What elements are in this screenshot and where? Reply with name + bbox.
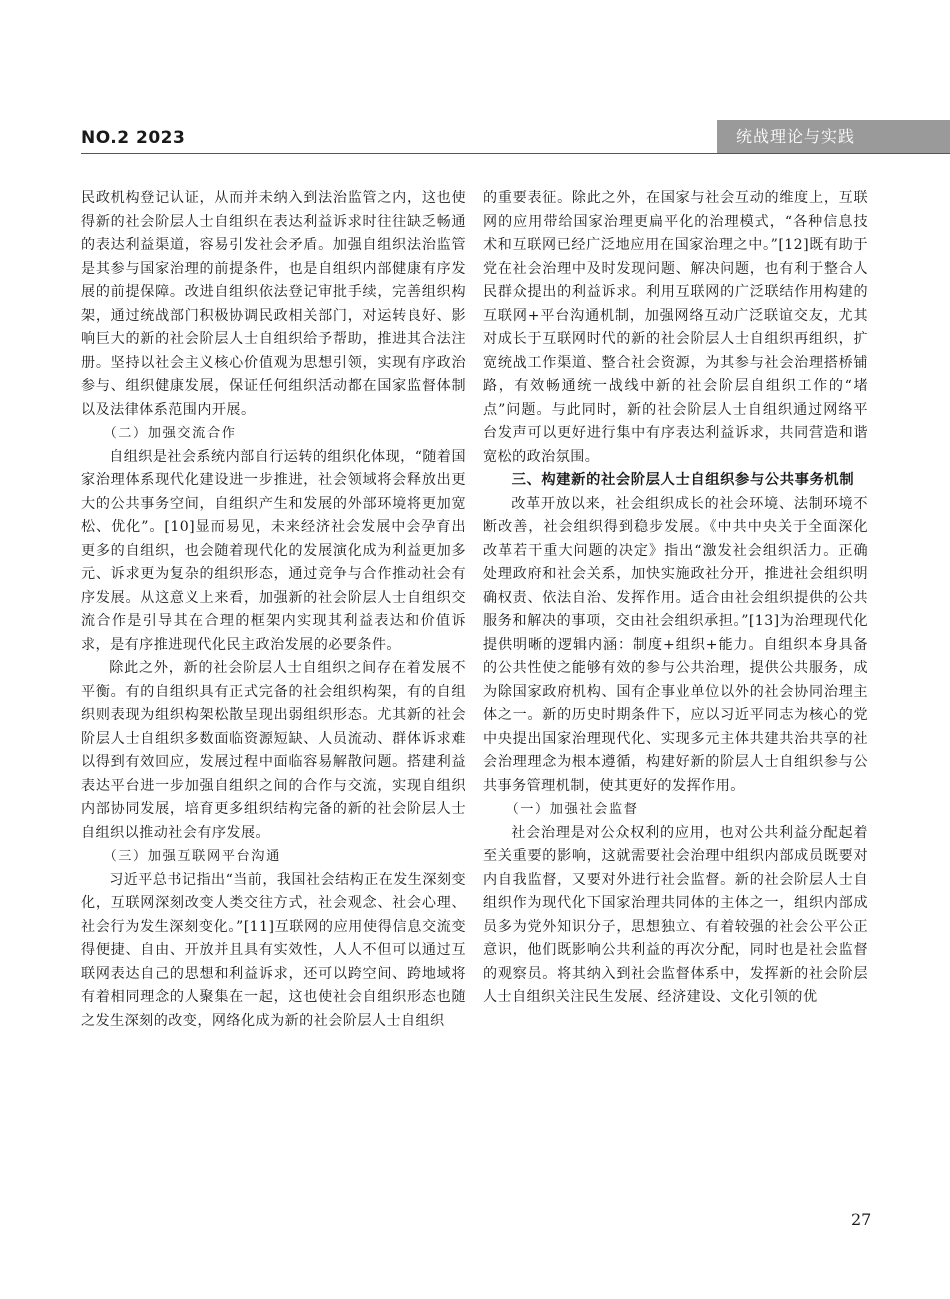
paragraph-continuation: 民政机构登记认证，从而并未纳入到法治监管之内，这也使得新的社会阶层人士自组织在表达利益诉求时往往缺乏畅通的表达利益渠道，容易引发社会矛盾。加强自组织法治监管是其参与国家治理的前提条件，也是自组织内部健康有序发展的前提保障。改进自组织依法登记审批手续，完善组织构架，通过统战部门积极协调民政相关部门，对运转良好、影响巨大的新的社会阶层人士自组织给予帮助，推进其合法注册。坚持以社会主义核心价值观为思想引领，实现有序政治参与、组织健康发展，保证任何组织活动都在国家监督体制以及法律体系范围内开展。 bbox=[81, 190, 466, 418]
page-number: 27 bbox=[851, 1210, 872, 1229]
paragraph: 改革开放以来，社会组织成长的社会环境、法制环境不断改善，社会组织得到稳步发展。《中共中央关于全面深化改革若干重大问题的决定》指出“激发社会组织活力。正确处理政府和社会关系，加快实施政社分开，推进社会组织明确权责、依法自治、发挥作用。适合由社会组织提供的公共服务和解决的事项，交由社会组织承担。”[13]为治理现代化提供明晰的逻辑内涵：制度+组织+能力。自组织本身具备的公共性使之能够有效的参与公共治理，提供公共服务，成为除国家政府机构、国有企事业单位以外的社会协同治理主体之一。新的历史时期条件下，应以习近平同志为核心的党中央提出国家治理现代化、实现多元主体共建共治共享的社会治理理念为根本遵循，构建好新的阶层人士自组织参与公共事务管理机制，使其更好的发挥作用。 bbox=[483, 495, 868, 794]
paragraph: 社会治理是对公众权利的应用，也对公共利益分配起着至关重要的影响，这就需要社会治理中组织内部成员既要对内自我监督，又要对外进行社会监督。新的社会阶层人士自组织作为现代化下国家治理共同体的主体之一，组织内部成员多为党外知识分子，思想独立、有着较强的社会公平公正意识，他们既影响公共利益的再次分配，同时也是社会监督的观察员。将其纳入到社会监督体系中，发挥新的社会阶层人士自组织关注民生发展、经济建设、文化引领的优 bbox=[483, 824, 868, 1005]
paragraph: 除此之外，新的社会阶层人士自组织之间存在着发展不平衡。有的自组织具有正式完备的社会组织构架，有的自组织则表现为组织构架松散呈现出弱组织形态。尤其新的社会阶层人士自组织多数面临资源短缺、人员流动、群体诉求难以得到有效回应，发展过程中面临容易解散问题。搭建利益表达平台进一步加强自组织之间的合作与交流，实现自组织内部协同发展，培育更多组织结构完备的新的社会阶层人士自组织以推动社会有序发展。 bbox=[81, 660, 466, 841]
journal-title: 统战理论与实践 bbox=[717, 120, 950, 154]
issue-number: NO.2 2023 bbox=[81, 128, 186, 148]
paragraph: 习近平总书记指出“当前，我国社会结构正在发生深刻变化，互联网深刻改变人类交往方式，社会观念、社会心理、社会行为发生深刻变化。”[11]互联网的应用使得信息交流变得便捷、自由、开放并且具有实效性，人人不但可以通过互联网表达自己的思想和利益诉求，还可以跨空间、跨地域将有着相同理念的人聚集在一起，这也使社会自组织形态也随之发生深刻的改变，网络化成为新的社会阶层人士自组织 bbox=[81, 871, 466, 1029]
right-column bbox=[483, 187, 868, 1010]
section-heading: 三、构建新的社会阶层人士自组织参与公共事务机制 bbox=[511, 472, 855, 488]
subsection-heading: （三）加强互联网平台沟通 bbox=[103, 849, 281, 864]
paragraph-continuation: 的重要表征。除此之外，在国家与社会互动的维度上，互联网的应用带给国家治理更扁平化的治理模式，“各种信息技术和互联网已经广泛地应用在国家治理之中。”[12]既有助于党在社会治理中及时发现问题、解决问题，也有利于整合人民群众提出的利益诉求。利用互联网的广泛联结作用构建的互联网+平台沟通机制，加强网络互动广泛联谊交友，尤其对成长于互联网时代的新的社会阶层人士自组织再组织，扩宽统战工作渠道、整合社会资源，为其参与社会治理搭桥铺路，有效畅通统一战线中新的社会阶层自组织工作的“堵点”问题。与此同时，新的社会阶层人士自组织通过网络平台发声可以更好进行集中有序表达利益诉求，共同营造和谐宽松的政治氛围。 bbox=[483, 190, 868, 465]
subsection-heading: （一）加强社会监督 bbox=[505, 802, 639, 817]
header-rule bbox=[81, 153, 950, 154]
left-column bbox=[81, 187, 466, 1033]
paragraph: 自组织是社会系统内部自行运转的组织化体现，“随着国家治理体系现代化建设进一步推进，社会领域将会释放出更大的公共事务空间，自组织产生和发展的外部环境将更加宽松、优化”。[10]显而易见，未来经济社会发展中会孕育出更多的自组织，也会随着现代化的发展演化成为利益更加多元、诉求更为复杂的组织形态，通过竞争与合作推动社会有序发展。从这意义上来看，加强新的社会阶层人士自组织交流合作是引导其在合理的框架内实现其利益表达和价值诉求，是有序推进现代化民主政治发展的必要条件。 bbox=[81, 448, 466, 653]
subsection-heading: （二）加强交流合作 bbox=[103, 426, 237, 441]
